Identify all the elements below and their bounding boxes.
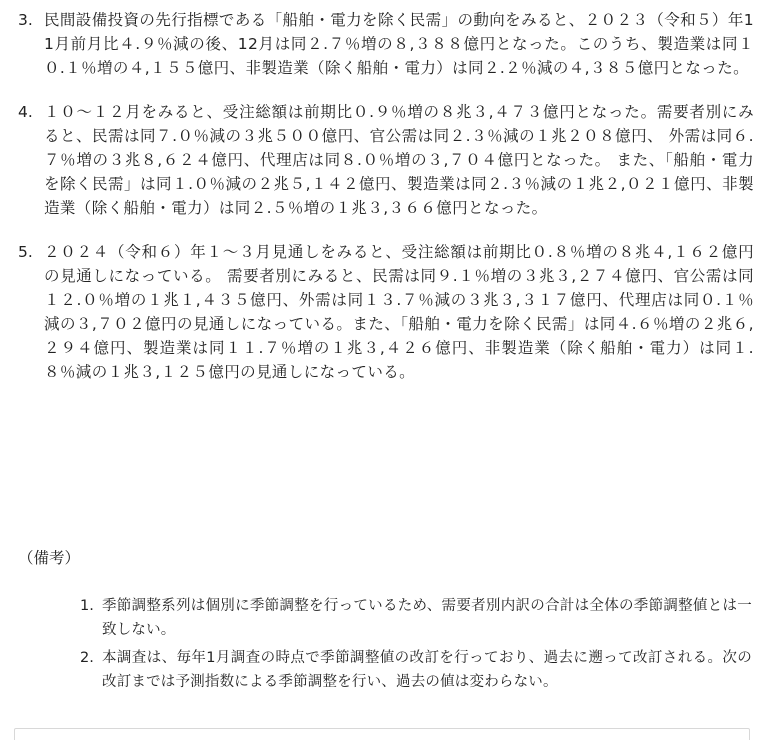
note-number: 1. bbox=[80, 598, 94, 614]
item-number: 4. bbox=[18, 103, 33, 121]
item-text: ２０２４（令和６）年１～３月見通しをみると、受注総額は前期比０.８％増の８兆４,１６２億円の見通しになっている。 需要者別にみると、民需は同９.１％増の３兆３,２７４億円、官公需は同１２.０％増の１兆１,４３５億円、外需は同１３.７％減の３兆３,３１７億円、代理店は同０.１％減の３,７０２億円の見通しになっている。また、「船舶・電力を除く民需」は同４.６％増の２兆６,２９４億円、製造業は同１１.７％増の１兆３,４２６億円、非製造業（除く船舶・電力）は同１.８％減の１兆３,１２５億円の見通しになっている。 bbox=[44, 243, 754, 381]
note-number: 2. bbox=[80, 650, 94, 666]
item-text: １０～１２月をみると、受注総額は前期比０.９％増の８兆３,４７３億円となった。需要者別にみると、民需は同７.０％減の３兆５００億円、官公需は同２.３％減の１兆２０８億円、 外需は同６.７％増の３兆８,６２４億円、代理店は同８.０％増の３,７０４億円となった。 また、「船舶・電力を除く民需」は同１.０％減の２兆５,１４２億円、製造業は同２.３％減の１兆２,０２１億円、非製造業（除く船舶・電力）は同２.５％増の１兆３,３６６億円となった。 bbox=[44, 103, 754, 217]
item-text: 民間設備投資の先行指標である「船舶・電力を除く民需」の動向をみると、２０２３（令和５）年11月前月比４.９％減の後、12月は同２.７％増の８,３８８億円となった。このうち、製造業は同１０.１％増の４,１５５億円、非製造業（除く船舶・電力）は同２.２％減の４,３８５億円となった。 bbox=[44, 11, 754, 77]
item-number: 5. bbox=[18, 243, 33, 261]
notes-list bbox=[80, 594, 752, 698]
note-text: 季節調整系列は個別に季節調整を行っているため、需要者別内訳の合計は全体の季節調整値とは一致しない。 bbox=[102, 598, 752, 638]
main-list bbox=[18, 8, 754, 404]
list-item bbox=[18, 100, 754, 220]
note-item bbox=[80, 594, 752, 642]
list-item bbox=[18, 240, 754, 384]
note-item bbox=[80, 646, 752, 694]
item-number: 3. bbox=[18, 11, 33, 29]
remarks-heading: （備考） bbox=[18, 549, 81, 567]
footer-box bbox=[14, 728, 750, 740]
list-item bbox=[18, 8, 754, 80]
note-text: 本調査は、毎年1月調査の時点で季節調整値の改訂を行っており、過去に遡って改訂される。次の改訂までは予測指数による季節調整を行い、過去の値は変わらない。 bbox=[102, 650, 752, 690]
